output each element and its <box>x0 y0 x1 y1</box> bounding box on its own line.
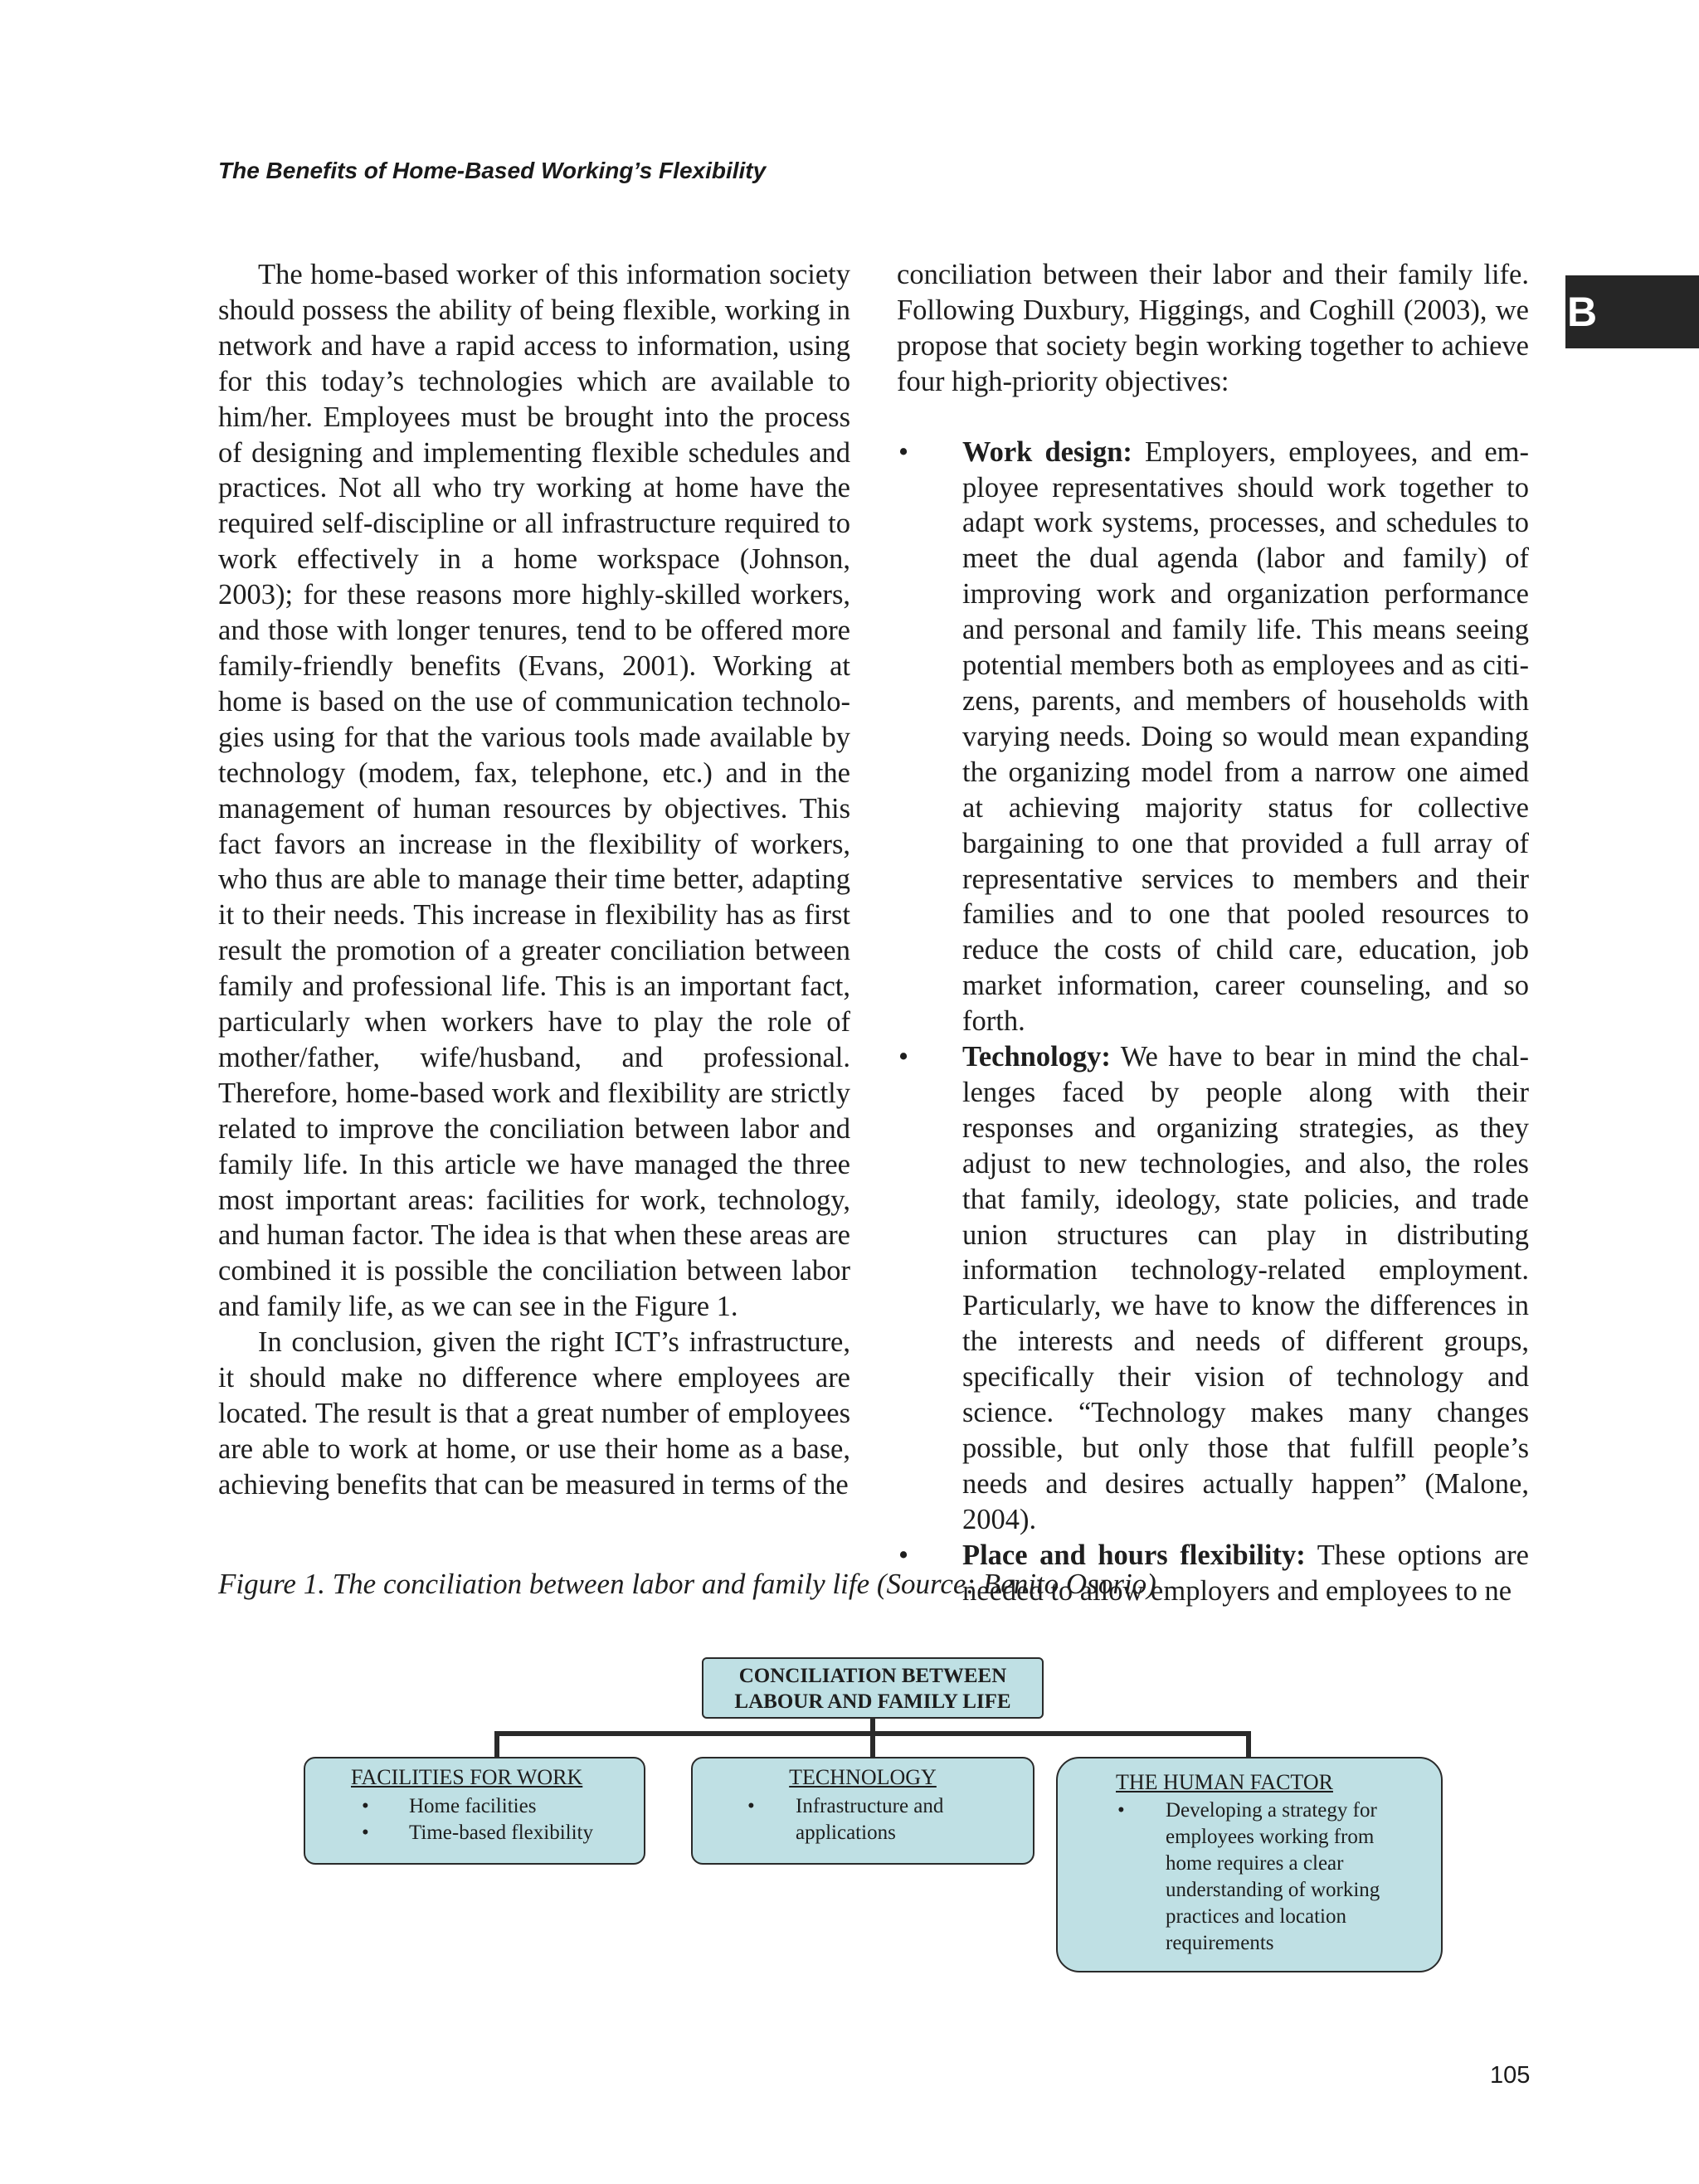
box-list <box>305 1793 644 1846</box>
bullet-icon: • <box>362 1822 369 1844</box>
objectives-list <box>897 435 1529 1609</box>
root-line: CONCILIATION BETWEEN <box>738 1665 1007 1687</box>
item-text: Infrastructure and applications <box>796 1795 944 1844</box>
bullet-icon: • <box>898 435 909 468</box>
bullet-icon: • <box>898 1539 909 1571</box>
bullet-icon: • <box>1117 1799 1125 1822</box>
diagram-box-technology <box>691 1757 1034 1865</box>
diagram-box-facilities <box>304 1757 645 1865</box>
item-label: Place and hours flexibility: <box>962 1539 1306 1571</box>
list-item <box>693 1793 1033 1846</box>
root-line: LABOUR AND FAMILY LIFE <box>734 1690 1011 1713</box>
list-item <box>1058 1797 1441 1957</box>
item-text: We have to bear in mind the challenges faced by people along with their responses and organizing strategies, as they adjust to new technologies, and also, the roles that family, ideology, state policies, and trade union structures can play in distributing information technology-related employment. Particularly, we have to know the differences in the interests and needs of different groups, specifically their vision of technology and science. “Technology makes many changes possible, but only those that fulfill people’s needs and desires actually happen” (Malone, 2004). <box>962 1041 1529 1535</box>
item-label: Technology: <box>962 1041 1111 1073</box>
list-item <box>897 435 1529 1039</box>
list-item <box>305 1820 644 1846</box>
left-column <box>218 257 850 1503</box>
box-title: TECHNOLOGY <box>789 1765 937 1789</box>
bullet-icon: • <box>747 1795 755 1817</box>
page-number: 105 <box>1490 2062 1531 2089</box>
diagram-box-human-factor <box>1056 1757 1443 1972</box>
item-text: Time-based flexibility <box>409 1822 593 1844</box>
body-paragraph: The home-based worker of this information society should possess the ability of being flexible, working in network and have a rapid access to information, using for this today’s technologies which are available to him/her. Employees must be brought into the process of designing and implementing flexible schedules and practices. Not all who try working at home have the required self-discipline or all infrastructure required to work effectively in a home workspace (Johnson, 2003); for these reasons more highly-skilled workers, and those with longer tenures, tend to be offered more family-friendly benefits (Evans, 2001). Working at home is based on the use of communication technologies using for that the various tools made available by technology (modem, fax, telephone, etc.) and in the management of human resources by objectives. This fact favors an increase in the flexibility of workers, who thus are able to manage their time better, adapting it to their needs. This increase in flexibility has as first result the promotion of a greater conciliation between family and professional life. This is an important fact, particularly when workers have to play the role of mother/father, wife/husband, and professional. Therefore, home-based work and flexibility are strictly related to improve the conciliation between labor and family life. In this article we have managed the three most important areas: facilities for work, technology, and human factor. The idea is that when these areas are combined it is possible the conciliation between labor and family life, as we can see in the Figure 1. <box>218 259 850 1323</box>
box-title: THE HUMAN FACTOR <box>1116 1770 1333 1794</box>
body-paragraph: In conclusion, given the right ICT’s infrastructure, it should make no difference where employees are located. The result is that a great number of employees are able to work at home, or use their home as a base, achieving benefits that can be measured in terms of the <box>218 1326 850 1501</box>
section-tab: B <box>1565 275 1699 348</box>
list-item <box>897 1039 1529 1538</box>
item-text: Developing a strategy for employees working from home requires a clear understanding of working practices and location requirements <box>1166 1799 1380 1954</box>
running-head: The Benefits of Home-Based Working’s Flexibility <box>218 158 767 183</box>
bullet-icon: • <box>898 1041 909 1073</box>
intro-paragraph: conciliation between their labor and their family life. Following Duxbury, Higgings, and Coghill (2003), we propose that society begin working together to achieve four high-priority objectives: <box>897 259 1529 397</box>
item-label: Work design: <box>962 435 1132 468</box>
list-item <box>305 1793 644 1820</box>
right-column <box>897 257 1529 1609</box>
item-text: Employers, employees, and employee representatives should work together to adapt work systems, processes, and schedules to meet the dual agenda (labor and family) of improving work and organization performance and personal and family life. This means seeing potential members both as employees and as citizens, parents, and members of households with varying needs. Doing so would mean expanding the organizing model from a narrow one aimed at achieving majority status for collective bargaining to one that provided a full array of representative services to members and their families and to one that pooled resources to reduce the costs of child care, education, job market information, career counseling, and so forth. <box>962 435 1530 1038</box>
box-title: FACILITIES FOR WORK <box>351 1765 583 1789</box>
box-list <box>1058 1797 1441 1957</box>
item-text: These options are needed to allow employers and employees to ne <box>962 1539 1529 1607</box>
diagram-root-box <box>702 1657 1044 1719</box>
box-list <box>693 1793 1033 1846</box>
item-text: Home facilities <box>409 1795 537 1817</box>
figure-caption: Figure 1. The conciliation between labor and family life (Source: Benito Osorio) <box>218 1568 1156 1600</box>
bullet-icon: • <box>362 1795 369 1817</box>
